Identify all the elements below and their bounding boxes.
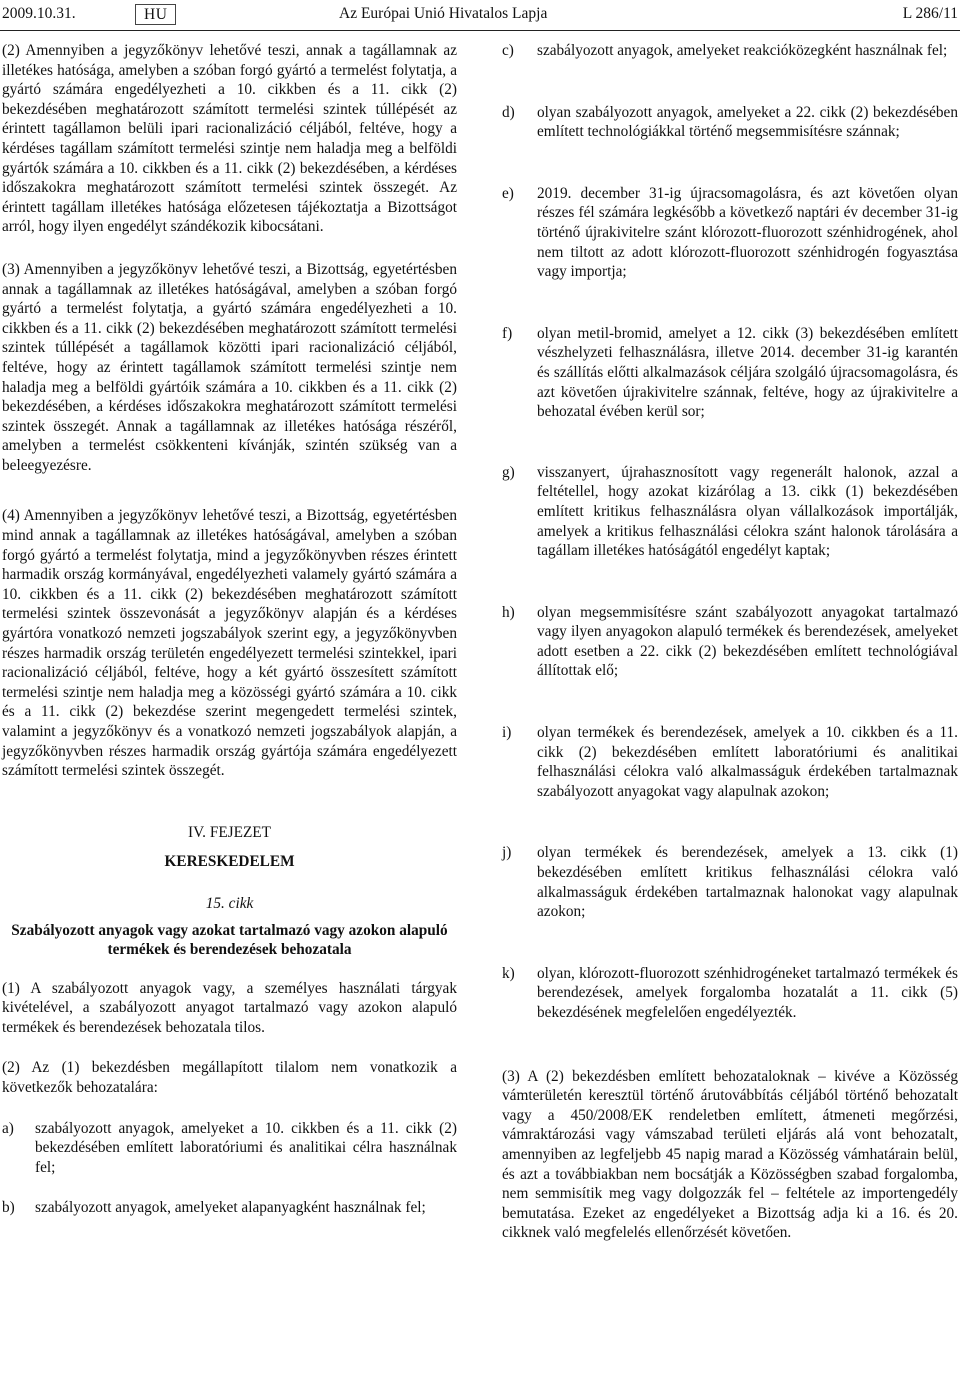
list-item-k: [502, 964, 958, 1023]
list-item-text: 2019. december 31-ig újracsomagolásra, és azt követően olyan részes fél számára legkésőbb a következő naptári év december 31-ig történő újrakivitelre szánt klórozott-fluorozott szénhidrogének, ahol nem tiltott az adott klórozott-fluorozott szénhidrogén fogyasztása vagy importja;: [537, 184, 958, 281]
list-item-label: d): [502, 103, 515, 121]
list-item-j: [502, 843, 958, 921]
list-item-text: olyan szabályozott anyagok, amelyeket a 22. cikk (2) bekezdésében említett technológiákkal történő megsemmisítésre szánnak;: [537, 103, 958, 141]
header-divider: [0, 30, 960, 31]
right-column: [502, 41, 958, 1243]
paragraph-15-1: (1) A szabályozott anyagok vagy, a személyes használati tárgyak kivételével, a szabályozott anyagot tartalmazó vagy azokon alapuló termékek és berendezések behozatala tilos.: [2, 979, 457, 1036]
list-item-h: [502, 603, 958, 681]
list-item-text: olyan termékek és berendezések, amelyek a 10. cikkben és a 11. cikk (2) bekezdésében említett laboratóriumi és analitikai felhasználási célokra való alkalmasságuk érdekében tartalmaznak szabályozott anyagokat vagy alapulnak azokon;: [537, 724, 958, 800]
chapter-title: KERESKEDELEM: [164, 853, 295, 871]
list-item-text: olyan termékek és berendezések, amelyek a 13. cikk (1) bekezdésében említett kritikus felhasználási célokra való alkalmasságuk érdekében tartalmaznak halonokat vagy alapulnak azokon;: [537, 844, 958, 921]
list-item-d: [502, 103, 958, 142]
chapter-heading: IV. FEJEZET: [188, 823, 271, 841]
list-item-text: olyan megsemmisítésre szánt szabályozott anyagokat tartalmazó vagy ilyen anyagokon alapuló termékek és berendezések, amelyeket adott esetben a 22. cikk (2) bekezdésében említett technológiával állítottak elő;: [537, 603, 958, 680]
list-item-e: [502, 184, 958, 282]
list-item-label: e): [502, 184, 514, 202]
left-column: [2, 41, 457, 1218]
list-item-i: [502, 723, 958, 801]
list-item-label: b): [2, 1199, 15, 1217]
list-item-label: k): [502, 964, 515, 982]
header-language-badge: HU: [135, 4, 176, 25]
list-item-label: c): [502, 42, 514, 59]
header-date: 2009.10.31.: [2, 5, 76, 22]
list-item-text: visszanyert, újrahasznosított vagy regenerált halonok, azzal a feltétellel, hogy azokat kizárólag a 13. cikk (1) bekezdésében említett kritikus felhasználásra olyan vállalkozások importálják, amelyek a kritikus felhasználási célokra szánt halonok tárolására a tagállam illetékes hatóságától engedélyt kaptak;: [537, 463, 958, 560]
paragraph-14-4: (4) Amennyiben a jegyzőkönyv lehetővé teszi, a Bizottság, egyetértésben mind annak a tagállamnak az illetékes hatóságával, amelyben a szóban forgó gyártó a termelést folytatja, mind a jegyzőkönyvben részes érintett harmadik ország kormányával, engedélyezheti valamely gyártó számára a 10. cikkben és a 11. cikk (2) bekezdésében meghatározott számított termelési szintek összevonását a jegyzőkönyv alapján és a kérdéses gyártóra vonatkozó nemzeti jogszabályok szerint egy, a jegyzőkönyvben részes harmadik ország területén engedélyezett termelési szintekkel, ipari racionalizáció céljából, feltéve, hogy a két gyártó összesített számított termelési szintje nem haladja meg a közösségi gyártó számára a 10. cikk és a 11. cikk (2) bekezdése szerint megengedett termelési szintek, valamint a jegyzőkönyv és a vonatkozó nemzeti jogszabályok alapján, a jegyzőkönyvben részes harmadik ország gyártója számára engedélyezett számított termelési szintek összegét.: [2, 507, 457, 780]
list-item-b: [2, 1198, 457, 1218]
list-item-label: a): [2, 1119, 14, 1137]
list-item-text: szabályozott anyagok, amelyeket alapanyagként használnak fel;: [35, 1199, 426, 1217]
list-item-text: olyan metil-bromid, amelyet a 12. cikk (3) bekezdésében említett vészhelyzeti felhasználásra, illetve 2014. december 31-ig karantén és szállítás előtti alkalmazások céljára szolgáló újracsomagolásra, és azt követően újrakivitelre szánnak, feltéve, hogy az újrakivitelre a behozatal évében kerül sor;: [537, 324, 958, 421]
list-item-g: [502, 463, 958, 561]
article-number: [2, 894, 457, 914]
list-item-label: f): [502, 324, 513, 342]
list-item-label: i): [502, 724, 512, 742]
list-item-label: g): [502, 463, 515, 481]
list-item-text: olyan, klórozott-fluorozott szénhidrogéneket tartalmazó termékek és berendezések, amelyek forgalomba hozatalát a 11. cikk (5) bekezdésének megfelelően engedélyezték.: [537, 964, 958, 1021]
paragraph-15-2: (2) Az (1) bekezdésben megállapított tilalom nem vonatkozik a következők behozatalára:: [2, 1059, 457, 1096]
list-item-a: [2, 1119, 457, 1178]
list-item-label: h): [502, 603, 515, 621]
header-journal-title: Az Európai Unió Hivatalos Lapja: [339, 5, 548, 22]
header-page-number: L 286/11: [902, 5, 958, 22]
paragraph-14-2: (2) Amennyiben a jegyzőkönyv lehetővé teszi, annak a tagállamnak az illetékes hatósága, amelyben a szóban forgó gyártó a termelést folytatja, a gyártó számára engedélyezheti a 10. cikkben és a 11. cikk (2) bekezdésében meghatározott számított termelési szintek túllépését az érintett tagállamon belüli ipari racionalizáció céljából, feltéve, hogy a kérdéses tagállam számított termelési szintje nem haladja meg a belföldi gyártók számára a 10. cikkben és a 11. cikk (2) bekezdésében, a kérdéses időszakokra meghatározott számított termelési szintek összegét. Az érintett tagállam illetékes hatósága előzetesen tájékoztatja a Bizottságot arról, hogy ilyen engedélyt szándékozik kibocsátani.: [2, 42, 457, 236]
paragraph-15-3: (3) A (2) bekezdésben említett behozataloknak – kivéve a Közösség vámterületén keresztül történő árutovábbítás céljából történő behozatalt vagy a 450/2008/EK rendeletben említett, átmeneti megőrzési, vámraktározási vagy vámszabad területi eljárás alá vont behozatalt, amennyiben az legfeljebb 45 napig marad a Közösség vámhatárain belül, és azt a továbbiakban nem bocsátják a Közösségben szabad forgalomba, nem semmisítik meg vagy dolgozzák fel – feltétele az importengedély bemutatása. Ezeket az engedélyeket a Bizottság adja ki a 16. és 20. cikknek való megfelelés ellenőrzését követően.: [502, 1067, 958, 1242]
article-number-text: 15. cikk: [205, 894, 254, 912]
list-item-f: [502, 324, 958, 422]
list-item-c: [502, 41, 958, 61]
list-item-label: j): [502, 844, 512, 862]
list-item-text: szabályozott anyagok, amelyeket reakcióközegként használnak fel;: [537, 42, 948, 59]
article-title: Szabályozott anyagok vagy azokat tartalmazó vagy azokon alapuló termékek és berendezések behozatala: [11, 921, 448, 958]
paragraph-14-3: (3) Amennyiben a jegyzőkönyv lehetővé teszi, a Bizottság, egyetértésben annak a tagállamnak az illetékes hatóságával, amelyben a szóban forgó gyártó a termelést folytatja, a gyártó számára engedélyezheti a 10. cikkben és a 11. cikk (2) bekezdésében meghatározott számított termelési szintek túllépését a tagállamok közötti ipari racionalizáció céljából, feltéve, hogy az érintett tagállamok számított termelési szintje nem haladja meg a belföldi gyártóik számára a 10. cikkben és a 11. cikk (2) bekezdésében, a kérdéses időszakokra meghatározott számított termelési szintek összegét. Annak a tagállamnak az illetékes hatósága részéről, amelyben a termelést csökkenteni kívánják, szintén szükség van a beleegyezésre.: [2, 260, 457, 474]
list-item-text: szabályozott anyagok, amelyeket a 10. cikkben és a 11. cikk (2) bekezdésében említett laboratóriumi és analitikai célra használnak fel;: [35, 1119, 457, 1176]
page-header: [2, 4, 958, 26]
